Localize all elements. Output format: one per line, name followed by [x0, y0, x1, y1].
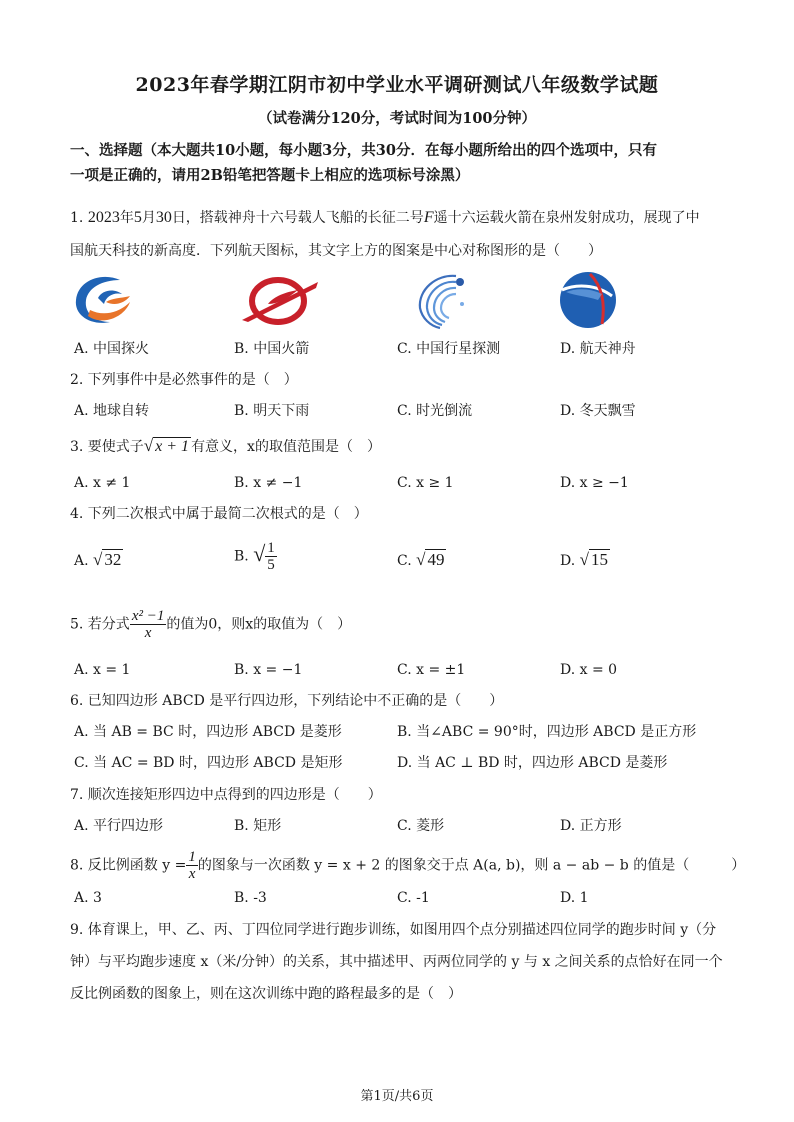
question-2-stem: 2. 下列事件中是必然事件的是（ ） [70, 372, 298, 388]
q1-option-a[interactable]: A. 中国探火 [74, 341, 150, 357]
q6-option-c[interactable]: C. 当 AC = BD 时，四边形 ABCD 是矩形 [74, 755, 343, 771]
q3-sqrt: √ x + 1 [143, 436, 190, 455]
q8-option-a[interactable]: A. 3 [74, 890, 102, 906]
china-mars-exploration-logo [72, 272, 134, 328]
exam-subtitle: （试卷满分120分，考试时间为100分钟） [257, 110, 537, 127]
option-label: D. [560, 553, 576, 569]
question-6-stem: 6. 已知四边形 ABCD 是平行四边形，下列结论中不正确的是（ ） [70, 693, 504, 709]
china-manned-space-logo [556, 270, 622, 330]
q4-b-sqrt: √ [253, 540, 266, 566]
q1-text: 月 [141, 210, 156, 226]
option-label: A. [74, 553, 89, 569]
q6-option-d[interactable]: D. 当 AC ⊥ BD 时，四边形 ABCD 是菱形 [397, 755, 668, 771]
question-1-line1 [70, 208, 730, 228]
q3-option-b[interactable]: B. x ≠ −1 [234, 475, 303, 491]
option-label: C. [397, 553, 412, 569]
q8-option-c[interactable]: C. -1 [397, 890, 430, 906]
q4-option-d[interactable] [560, 550, 610, 571]
q4-a-radicand: 32 [104, 550, 122, 569]
q1-text: 遥十六运载火箭在泉州发射成功，展现了中 [433, 210, 700, 226]
q4-b-numerator: 1 [267, 540, 275, 556]
q8-fraction [186, 849, 198, 882]
question-7-stem: 7. 顺次连接矩形四边中点得到的四边形是（ ） [70, 787, 382, 803]
q1-text: 日，搭载神舟十六号载人飞船的长征二号 [171, 210, 424, 226]
q7-option-c[interactable]: C. 菱形 [397, 818, 445, 834]
q4-d-radicand: 15 [590, 550, 608, 569]
q1-rocket-letter: F [423, 209, 434, 226]
question-number: 1. [70, 210, 84, 226]
q3-option-c[interactable]: C. x ≥ 1 [397, 475, 454, 491]
q8-text: 8. 反比例函数 y = [70, 857, 187, 874]
q3-radicand: x + 1 [155, 438, 190, 455]
q3-option-d[interactable]: D. x ≥ −1 [560, 475, 629, 491]
q1-option-b[interactable]: B. 中国火箭 [234, 341, 310, 357]
q1-option-d[interactable]: D. 航天神舟 [560, 341, 636, 357]
q3-text: 3. 要使式子 [70, 439, 144, 455]
q4-d-sqrt: √ 15 [579, 550, 608, 569]
q5-text: 5. 若分式 [70, 616, 130, 633]
china-planetary-exploration-logo [414, 270, 478, 330]
page-number: 第1页/共6页 [360, 1089, 434, 1104]
q7-option-d[interactable]: D. 正方形 [560, 818, 622, 834]
q5-option-c[interactable]: C. x = ±1 [397, 662, 466, 678]
q1-option-c[interactable]: C. 中国行星探测 [397, 341, 501, 357]
q8-option-d[interactable]: D. 1 [560, 890, 589, 906]
section-heading-line1: 一、选择题（本大题共10小题，每小题3分，共30分．在每小题所给出的四个选项中，只有 [70, 142, 657, 159]
china-rocket-logo [238, 276, 322, 326]
q4-option-b[interactable] [234, 540, 277, 573]
q2-option-c[interactable]: C. 时光倒流 [397, 403, 473, 419]
q2-option-b[interactable]: B. 明天下雨 [234, 403, 310, 419]
q5-option-a[interactable]: A. x = 1 [74, 662, 131, 678]
q5-option-b[interactable]: B. x = −1 [234, 662, 303, 678]
question-4-stem: 4. 下列二次根式中属于最简二次根式的是（ ） [70, 506, 368, 522]
q7-option-a[interactable]: A. 平行四边形 [74, 818, 164, 834]
q1-month: 5 [133, 209, 142, 226]
q4-option-c[interactable] [397, 550, 446, 571]
page-title: 2023年春学期江阴市初中学业水平调研测试八年级数学试题 [135, 74, 659, 96]
question-9-line1: 9. 体育课上，甲、乙、丙、丁四位同学进行跑步训练，如图用四个点分别描述四位同学的跑步时间 y（分 [70, 922, 717, 938]
q4-b-denominator: 5 [267, 557, 275, 573]
q6-option-a[interactable]: A. 当 AB = BC 时，四边形 ABCD 是菱形 [74, 724, 342, 740]
q8-denominator: x [188, 866, 196, 882]
q8-text: 的图象与一次函数 y = x + 2 的图象交于点 A(a, b)，则 a − ab − b 的值是（ ） [197, 857, 746, 874]
q5-denominator: x [144, 625, 152, 641]
option-label: B. [234, 548, 249, 565]
q2-option-a[interactable]: A. 地球自转 [74, 403, 150, 419]
question-8-stem [70, 849, 746, 882]
q4-a-sqrt: √ 32 [93, 550, 122, 569]
question-3-stem [70, 436, 730, 457]
q4-b-fraction [265, 540, 277, 573]
q8-numerator: 1 [188, 849, 196, 865]
q3-option-a[interactable]: A. x ≠ 1 [74, 475, 131, 491]
q1-year: 2023 [87, 209, 120, 226]
question-9-line2: 钟）与平均跑步速度 x（米/分钟）的关系，其中描述甲、丙两位同学的 y 与 x 之间关系的点恰好在同一个 [70, 954, 723, 970]
q4-option-a[interactable] [74, 550, 123, 571]
q4-c-sqrt: √ 49 [416, 550, 445, 569]
question-1-line2: 国航天科技的新高度．下列航天图标，其文字上方的图案是中心对称图形的是（ ） [70, 243, 602, 259]
question-9-line3: 反比例函数的图象上，则在这次训练中跑的路程最多的是（ ） [70, 986, 462, 1002]
q5-option-d[interactable]: D. x = 0 [560, 662, 618, 678]
q6-option-b[interactable]: B. 当∠ABC = 90°时，四边形 ABCD 是正方形 [397, 724, 697, 740]
q5-numerator: x² −1 [131, 608, 165, 624]
q4-c-radicand: 49 [427, 550, 445, 569]
q5-fraction [130, 608, 167, 641]
q1-text: 年 [119, 210, 134, 226]
question-5-stem [70, 608, 730, 641]
q2-option-d[interactable]: D. 冬天飘雪 [560, 403, 636, 419]
q5-text: 的值为0，则x的取值为（ ） [166, 616, 352, 633]
q8-option-b[interactable]: B. -3 [234, 890, 267, 906]
q7-option-b[interactable]: B. 矩形 [234, 818, 282, 834]
q1-day: 30 [155, 209, 172, 226]
section-heading-line2: 一项是正确的，请用2B铅笔把答题卡上相应的选项标号涂黑） [70, 167, 470, 184]
q3-text: 有意义，x的取值范围是（ ） [191, 439, 381, 455]
